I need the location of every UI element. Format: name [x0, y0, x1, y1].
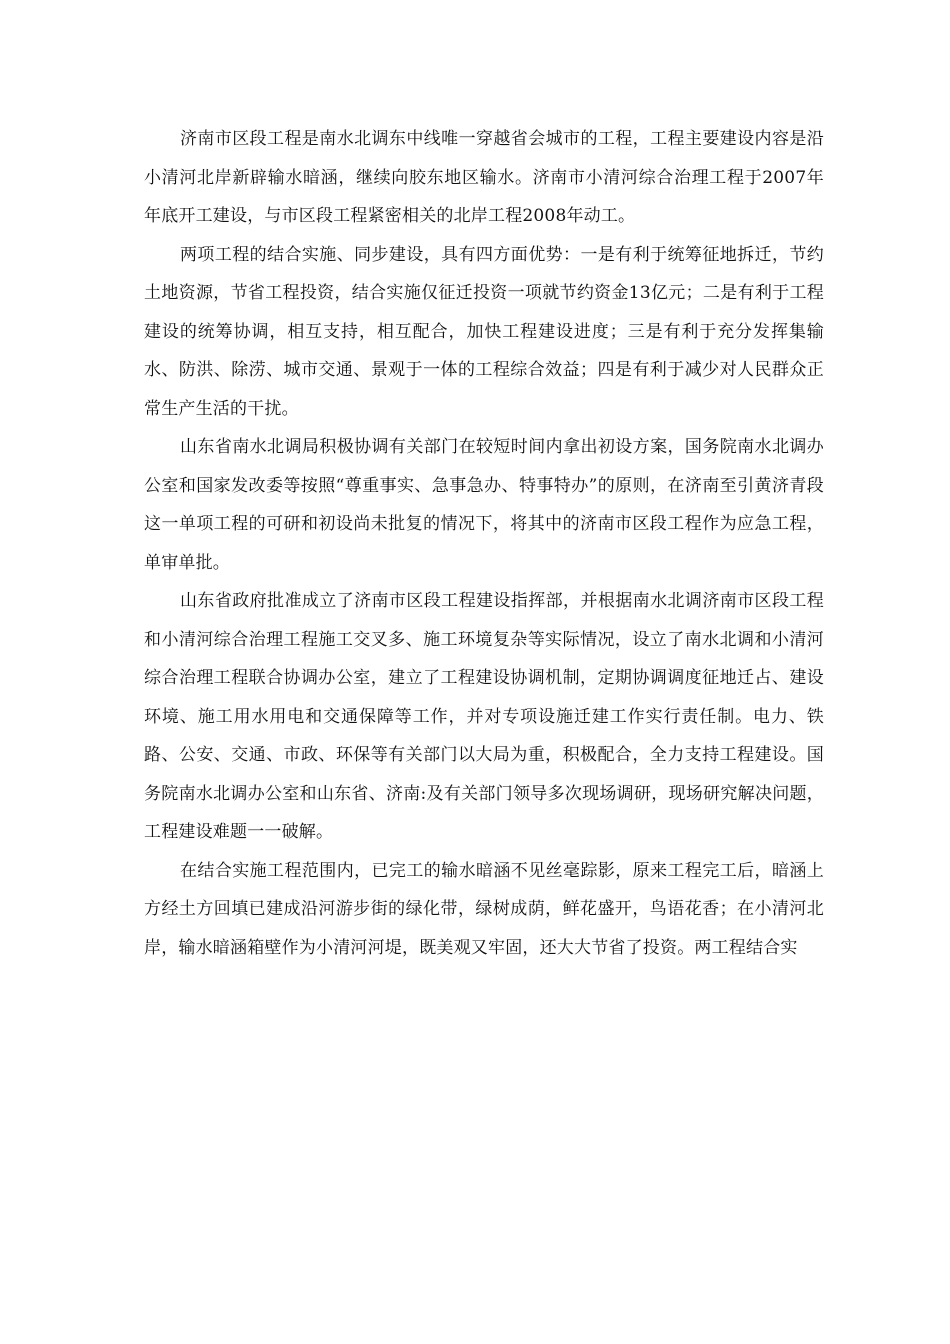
document-body: [144, 120, 824, 967]
paragraph-1: 济南市区段工程是南水北调东中线唯一穿越省会城市的工程，工程主要建设内容是沿小清河北岸新辟输水暗涵，继续向胶东地区输水。济南市小清河综合治理工程于2007年年底开工建设，与市区段工程紧密相关的北岸工程2008年动工。: [144, 129, 824, 226]
paragraph-2: 两项工程的结合实施、同步建设，具有四方面优势：一是有利于统筹征地拆迁，节约土地资源，节省工程投资，结合实施仅征迁投资一项就节约资金13亿元；二是有利于工程建设的统筹协调，相互支持，相互配合，加快工程建设进度；三是有利于充分发挥集输水、防洪、除涝、城市交通、景观于一体的工程综合效益；四是有利于减少对人民群众正常生产生活的干扰。: [144, 244, 824, 419]
paragraph-5: 在结合实施工程范围内，已完工的输水暗涵不见丝毫踪影，原来工程完工后，暗涵上方经土方回填已建成沿河游步街的绿化带，绿树成荫，鲜花盛开，鸟语花香；在小清河北岸，输水暗涵箱壁作为小清河河堤，既美观又牢固，还大大节省了投资。两工程结合实: [144, 860, 824, 958]
paragraph-3: 山东省南水北调局积极协调有关部门在较短时间内拿出初设方案，国务院南水北调办公室和国家发改委等按照“尊重事实、急事急办、特事特办”的原则，在济南至引黄济青段这一单项工程的可研和初设尚未批复的情况下，将其中的济南市区段工程作为应急工程，单审单批。: [144, 437, 824, 573]
paragraph-4: 山东省政府批准成立了济南市区段工程建设指挥部，并根据南水北调济南市区段工程和小清河综合治理工程施工交叉多、施工环境复杂等实际情况，设立了南水北调和小清河综合治理工程联合协调办公室，建立了工程建设协调机制，定期协调调度征地迁占、建设环境、施工用水用电和交通保障等工作，并对专项设施迁建工作实行责任制。电力、铁路、公安、交通、市政、环保等有关部门以大局为重，积极配合，全力支持工程建设。国务院南水北调办公室和山东省、济南:及有关部门领导多次现场调研，现场研究解决问题，工程建设难题一一破解。: [144, 591, 824, 842]
